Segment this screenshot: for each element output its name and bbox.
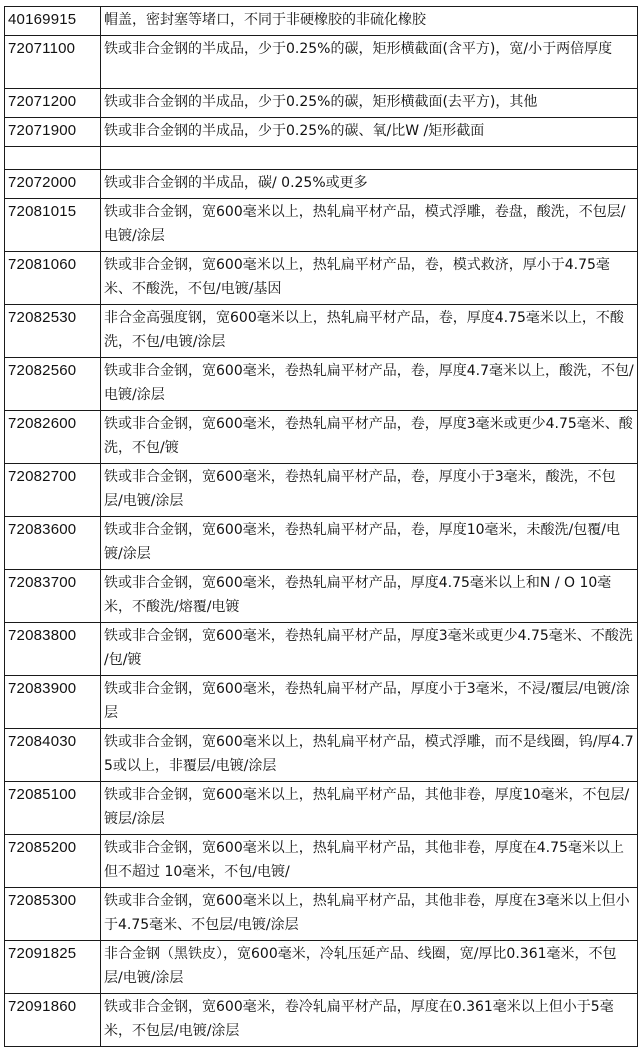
table-row-blank bbox=[5, 147, 638, 170]
description-cell: 铁或非合金钢的半成品，碳/ 0.25%或更多 bbox=[101, 170, 638, 199]
table-body bbox=[5, 7, 638, 1047]
table-row bbox=[5, 305, 638, 358]
hs-code-cell bbox=[5, 147, 101, 170]
hs-code-cell: 72083800 bbox=[5, 623, 101, 676]
table-row bbox=[5, 941, 638, 994]
table-row bbox=[5, 170, 638, 199]
table-row bbox=[5, 517, 638, 570]
hs-code-cell: 72071100 bbox=[5, 36, 101, 89]
table-row bbox=[5, 7, 638, 36]
description-cell: 铁或非合金钢，宽600毫米，卷冷轧扁平材产品，厚度在0.361毫米以上但小于5毫米，不包层/电镀/涂层 bbox=[101, 994, 638, 1047]
hs-code-cell: 72081015 bbox=[5, 199, 101, 252]
table-row bbox=[5, 411, 638, 464]
description-cell: 铁或非合金钢，宽600毫米以上，热轧扁平材产品，模式浮雕，而不是线圈，钨/厚4.75或以上，非覆层/电镀/涂层 bbox=[101, 729, 638, 782]
tariff-code-table bbox=[4, 6, 638, 1047]
description-cell: 铁或非合金钢，宽600毫米，卷热轧扁平材产品，厚度3毫米或更少4.75毫米、不酸洗 /包/镀 bbox=[101, 623, 638, 676]
hs-code-cell: 72085300 bbox=[5, 888, 101, 941]
description-cell: 铁或非合金钢，宽600毫米以上，热轧扁平材产品，其他非卷，厚度在4.75毫米以上但不超过 10毫米，不包/电镀/ bbox=[101, 835, 638, 888]
description-cell: 非合金高强度钢，宽600毫米以上，热轧扁平材产品，卷，厚度4.75毫米以上，不酸洗，不包/电镀/涂层 bbox=[101, 305, 638, 358]
hs-code-cell: 72083700 bbox=[5, 570, 101, 623]
hs-code-cell: 72091860 bbox=[5, 994, 101, 1047]
table-row bbox=[5, 782, 638, 835]
table-row bbox=[5, 118, 638, 147]
description-cell: 铁或非合金钢的半成品，少于0.25%的碳，矩形横截面(含平方)，宽/小于两倍厚度 bbox=[101, 36, 638, 89]
table-row bbox=[5, 888, 638, 941]
hs-code-cell: 72084030 bbox=[5, 729, 101, 782]
table-row bbox=[5, 358, 638, 411]
description-cell: 铁或非合金钢的半成品，少于0.25%的碳、氧/比W /矩形截面 bbox=[101, 118, 638, 147]
description-cell bbox=[101, 147, 638, 170]
description-cell: 帽盖，密封塞等堵口，不同于非硬橡胶的非硫化橡胶 bbox=[101, 7, 638, 36]
hs-code-cell: 72082530 bbox=[5, 305, 101, 358]
description-cell: 铁或非合金钢，宽600毫米，卷热轧扁平材产品，卷，厚度3毫米或更少4.75毫米、酸洗，不包/镀 bbox=[101, 411, 638, 464]
hs-code-cell: 72071200 bbox=[5, 89, 101, 118]
hs-code-cell: 72085200 bbox=[5, 835, 101, 888]
table-row bbox=[5, 729, 638, 782]
description-cell: 铁或非合金钢，宽600毫米，卷热轧扁平材产品，卷，厚度小于3毫米，酸洗，不包层/电镀/涂层 bbox=[101, 464, 638, 517]
table-row bbox=[5, 570, 638, 623]
description-cell: 铁或非合金钢，宽600毫米，卷热轧扁平材产品，卷，厚度4.7毫米以上，酸洗，不包/电镀/涂层 bbox=[101, 358, 638, 411]
description-cell: 铁或非合金钢，宽600毫米以上，热轧扁平材产品，卷，模式救济，厚小于4.75毫米、不酸洗，不包/电镀/基因 bbox=[101, 252, 638, 305]
hs-code-cell: 72072000 bbox=[5, 170, 101, 199]
table-row bbox=[5, 199, 638, 252]
table-row bbox=[5, 252, 638, 305]
table-row bbox=[5, 36, 638, 89]
table-row bbox=[5, 835, 638, 888]
hs-code-cell: 72081060 bbox=[5, 252, 101, 305]
hs-code-cell: 72071900 bbox=[5, 118, 101, 147]
hs-code-cell: 72083600 bbox=[5, 517, 101, 570]
hs-code-cell: 40169915 bbox=[5, 7, 101, 36]
hs-code-cell: 72085100 bbox=[5, 782, 101, 835]
table-row bbox=[5, 464, 638, 517]
table-row bbox=[5, 676, 638, 729]
description-cell: 铁或非合金钢，宽600毫米以上，热轧扁平材产品，其他非卷，厚度在3毫米以上但小于4.75毫米、不包层/电镀/涂层 bbox=[101, 888, 638, 941]
hs-code-cell: 72082560 bbox=[5, 358, 101, 411]
description-cell: 铁或非合金钢，宽600毫米以上，热轧扁平材产品，其他非卷，厚度10毫米，不包层/镀层/涂层 bbox=[101, 782, 638, 835]
description-cell: 铁或非合金钢，宽600毫米，卷热轧扁平材产品，厚度4.75毫米以上和N / O 10毫米，不酸洗/熔覆/电镀 bbox=[101, 570, 638, 623]
hs-code-cell: 72082700 bbox=[5, 464, 101, 517]
description-cell: 铁或非合金钢，宽600毫米以上，热轧扁平材产品，模式浮雕，卷盘，酸洗，不包层/电镀/涂层 bbox=[101, 199, 638, 252]
description-cell: 铁或非合金钢，宽600毫米，卷热轧扁平材产品，厚度小于3毫米，不浸/覆层/电镀/涂层 bbox=[101, 676, 638, 729]
hs-code-cell: 72083900 bbox=[5, 676, 101, 729]
table-row bbox=[5, 89, 638, 118]
hs-code-cell: 72091825 bbox=[5, 941, 101, 994]
description-cell: 铁或非合金钢的半成品，少于0.25%的碳，矩形横截面(去平方)，其他 bbox=[101, 89, 638, 118]
description-cell: 铁或非合金钢，宽600毫米，卷热轧扁平材产品，卷，厚度10毫米，未酸洗/包覆/电镀/涂层 bbox=[101, 517, 638, 570]
description-cell: 非合金钢（黑铁皮），宽600毫米，冷轧压延产品、线圈，宽/厚比0.361毫米，不包层/电镀/涂层 bbox=[101, 941, 638, 994]
table-row bbox=[5, 623, 638, 676]
table-row bbox=[5, 994, 638, 1047]
hs-code-cell: 72082600 bbox=[5, 411, 101, 464]
